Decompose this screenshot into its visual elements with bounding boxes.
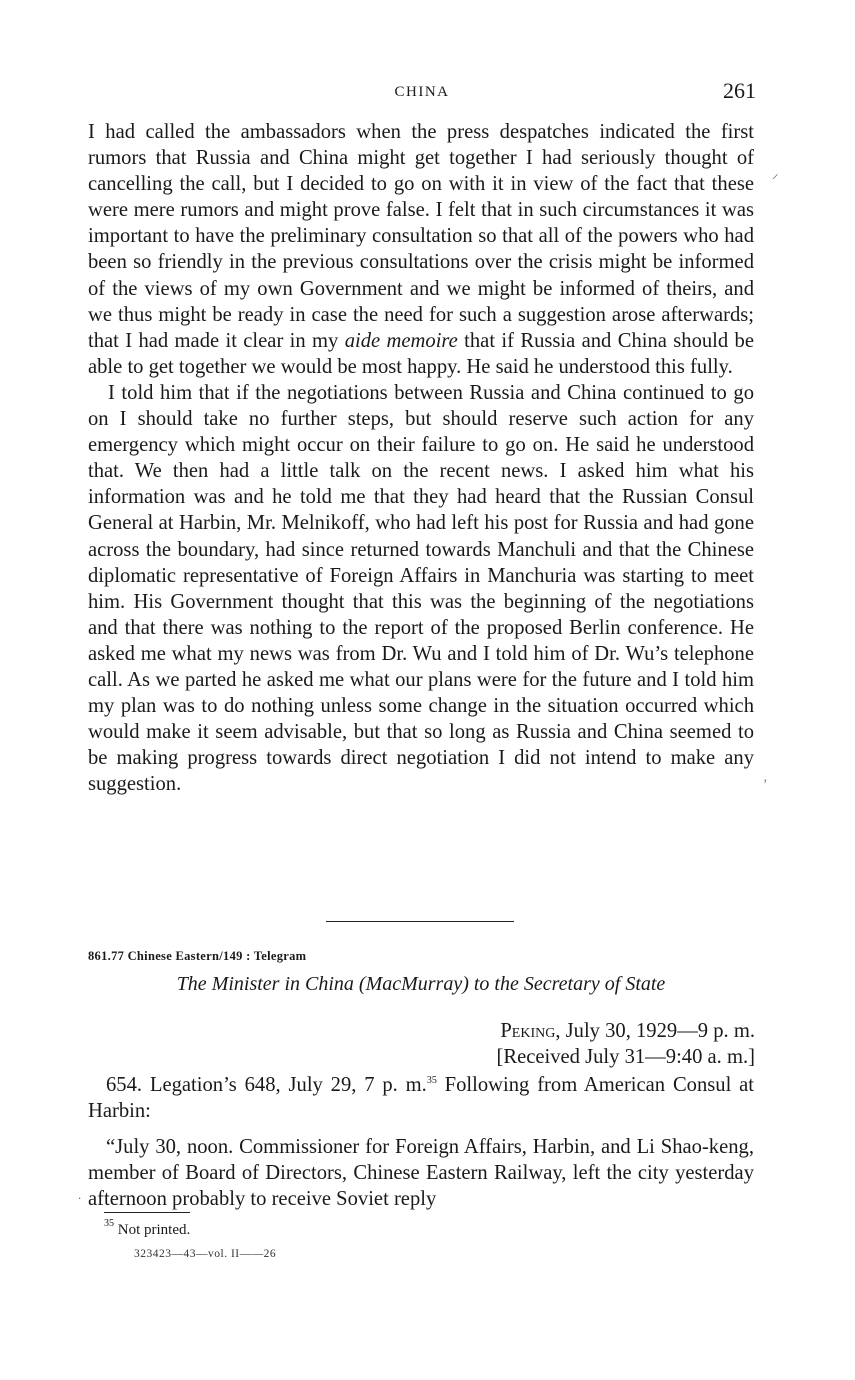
paragraph: [88, 119, 754, 380]
section-divider: [326, 921, 514, 922]
paragraph-text: that if Russia and China should be able to get together we would be most happy. He said he understood this fully.: [88, 329, 754, 378]
footnote-text: Not printed.: [117, 1222, 191, 1238]
margin-tick-mark: ʼ: [763, 776, 768, 791]
paragraph: I told him that if the negotiations between Russia and China continued to go on I should take no further steps, but should reserve such action for any emergency which might occur on their failure to go on. He said he understood that. We then had a little talk on the recent news. I asked him what his information was and he told me that they had heard that the Russian Consul General at Harbin, Mr. Melnikoff, who had left his post for Russia and had gone across the boundary, had since returned towards Manchuli and that the Chinese diplomatic representative of Foreign Affairs in Manchuria was starting to meet him. His Government thought that this was the beginning of the negotiations and that there was nothing to the report of the proposed Berlin conference. He asked me what my news was from Dr. Wu and I told him of Dr. Wu’s telephone call. As we parted he asked me what our plans were for the future and I told him my plan was to do nothing unless some change in the situation occurred which would make it seem advisable, but that so long as Russia and China seemed to be making progress towards direct negotiation I did not intend to make any suggestion.: [88, 381, 754, 796]
dateline-place-date: [496, 1018, 755, 1044]
italic-phrase: aide memoire: [344, 329, 458, 352]
footnote-reference: 35: [426, 1075, 437, 1086]
running-title: CHINA: [394, 84, 450, 100]
title-text: ) to the Secretary of State: [462, 973, 666, 995]
telegram-paragraph: [88, 1072, 754, 1124]
file-reference: 861.77 Chinese Eastern/149 : Telegram: [88, 949, 307, 963]
footnote-number: 35: [104, 1218, 114, 1229]
paragraph-text: I had called the ambassadors when the press despatches indicated the first rumors that Russia and China might get together I had seriously thought of cancelling the call, but I decided to go on with it in view of the fact that these were mere rumors and might prove false. I felt that in such circumstances it was important to have the preliminary consultation so that all of the powers who had been so friendly in the previous consultations over the crisis might be informed of the views of my own Government and we might be informed of theirs, and we thus might be ready in case the need for such a suggestion arose afterwards; that I had made it clear in my: [88, 121, 754, 352]
dateline-place: Peking,: [500, 1020, 561, 1042]
footnote-divider: [104, 1212, 190, 1213]
telegram-text: Following from American Consul at Harbin:: [88, 1074, 755, 1122]
printer-signature-mark: 323423—43—vol. II——26: [134, 1248, 277, 1260]
title-name: MacMurray: [365, 973, 463, 995]
telegram-paragraph: “July 30, noon. Commissioner for Foreign Affairs, Harbin, and Li Shao-keng, member of Board of Directors, Chinese Eastern Railway, left the city yesterday afternoon probably to receive Soviet reply: [88, 1136, 754, 1210]
running-head: [88, 78, 756, 108]
page-number: 261: [723, 78, 756, 103]
dateline-date: July 30, 1929—9 p. m.: [560, 1020, 755, 1042]
margin-dot-mark: .: [78, 1187, 82, 1202]
telegram-body: [88, 1072, 754, 1212]
document-title: [88, 973, 754, 996]
body-text: [88, 119, 754, 797]
title-text: The Minister in China (: [176, 973, 366, 995]
telegram-text: 654. Legation’s 648, July 29, 7 p. m.: [106, 1074, 427, 1096]
footnote: [104, 1218, 191, 1239]
received-line: [Received July 31—9:40 a. m.]: [496, 1046, 755, 1068]
dateline: [496, 1018, 755, 1070]
margin-tick-mark: ⸝: [772, 166, 779, 181]
